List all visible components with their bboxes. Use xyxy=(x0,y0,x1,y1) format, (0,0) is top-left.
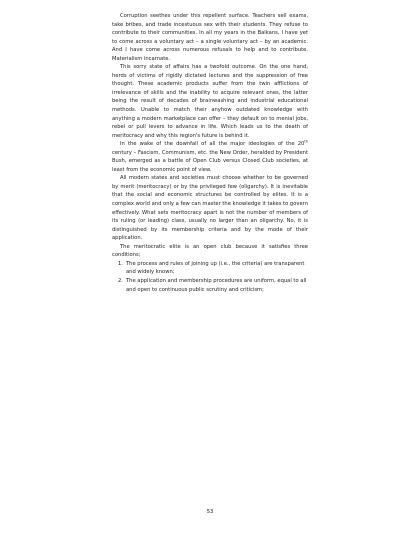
list-item xyxy=(112,277,308,294)
list-text: The process and rules of joining up (i.e., the criteria) are transparent and widely known; xyxy=(126,260,305,276)
paragraph xyxy=(112,140,308,174)
superscript: th xyxy=(304,139,308,144)
paragraph-text: In the wake of the downfall of all the major ideologies of the 20 xyxy=(120,141,305,148)
list-text: The application and membership procedures are uniform, equal to all and open to continuous public scrutiny and criticism; xyxy=(126,277,307,293)
paragraph: This sorry state of affairs has a twofold outcome. On the one hand, herds of victims of rigidly dictated lectures and the suppression of free thought. These academic products suffer from the twin afflictions of irrelevance of skills and the inability to acquire relevant ones, the latter being the result of decades of brainwashing and industrial educational methods. Unable to match their anyhow outdated knowledge with anything a modern marketplace can offer – they default on to menial jobs, rebel or pull levers to advance in life. Which leads us to the death of meritocracy and why this region's future is behind it. xyxy=(112,64,308,139)
list-number: 1. xyxy=(118,260,123,267)
list-item xyxy=(112,260,308,277)
paragraph: All modern states and societies must choose whether to be governed by merit (meritocracy) or by the privileged few (oligarchy). It is inevitable that the social and economic structures be controlled by elites. It is a complex world and only a few can master the knowledge it takes to govern effectively. What sets meritocracy apart is not the number of members of its ruling (or leading) class, usually no larger than an oligarchy. No, it is distinguished by its membership criteria and by the mode of their application. xyxy=(112,175,308,242)
paragraph: Corruption seethes under this repellent surface. Teachers sell exams, take bribes, and trade incestuous sex with their students. They refuse to contribute to their communities. In all my years in the Balkans, I have yet to come across a voluntary act – a single voluntary act – by an academic. And I have come across numerous refusals to help and to contribute. Materialism incarnate. xyxy=(112,13,308,62)
list-number: 2. xyxy=(118,277,123,284)
paragraph-text: century – Fascism, Communism, etc. the New Order, heralded by President Bush, emerged as a battle of Open Club versus Closed Club societies, at least from the economic point of view. xyxy=(112,149,308,173)
paragraph: The meritocratic elite is an open club because it satisfies three conditions; xyxy=(112,243,308,259)
page-number: 53 xyxy=(206,509,214,515)
numbered-list xyxy=(112,260,308,294)
body-text xyxy=(112,12,308,294)
